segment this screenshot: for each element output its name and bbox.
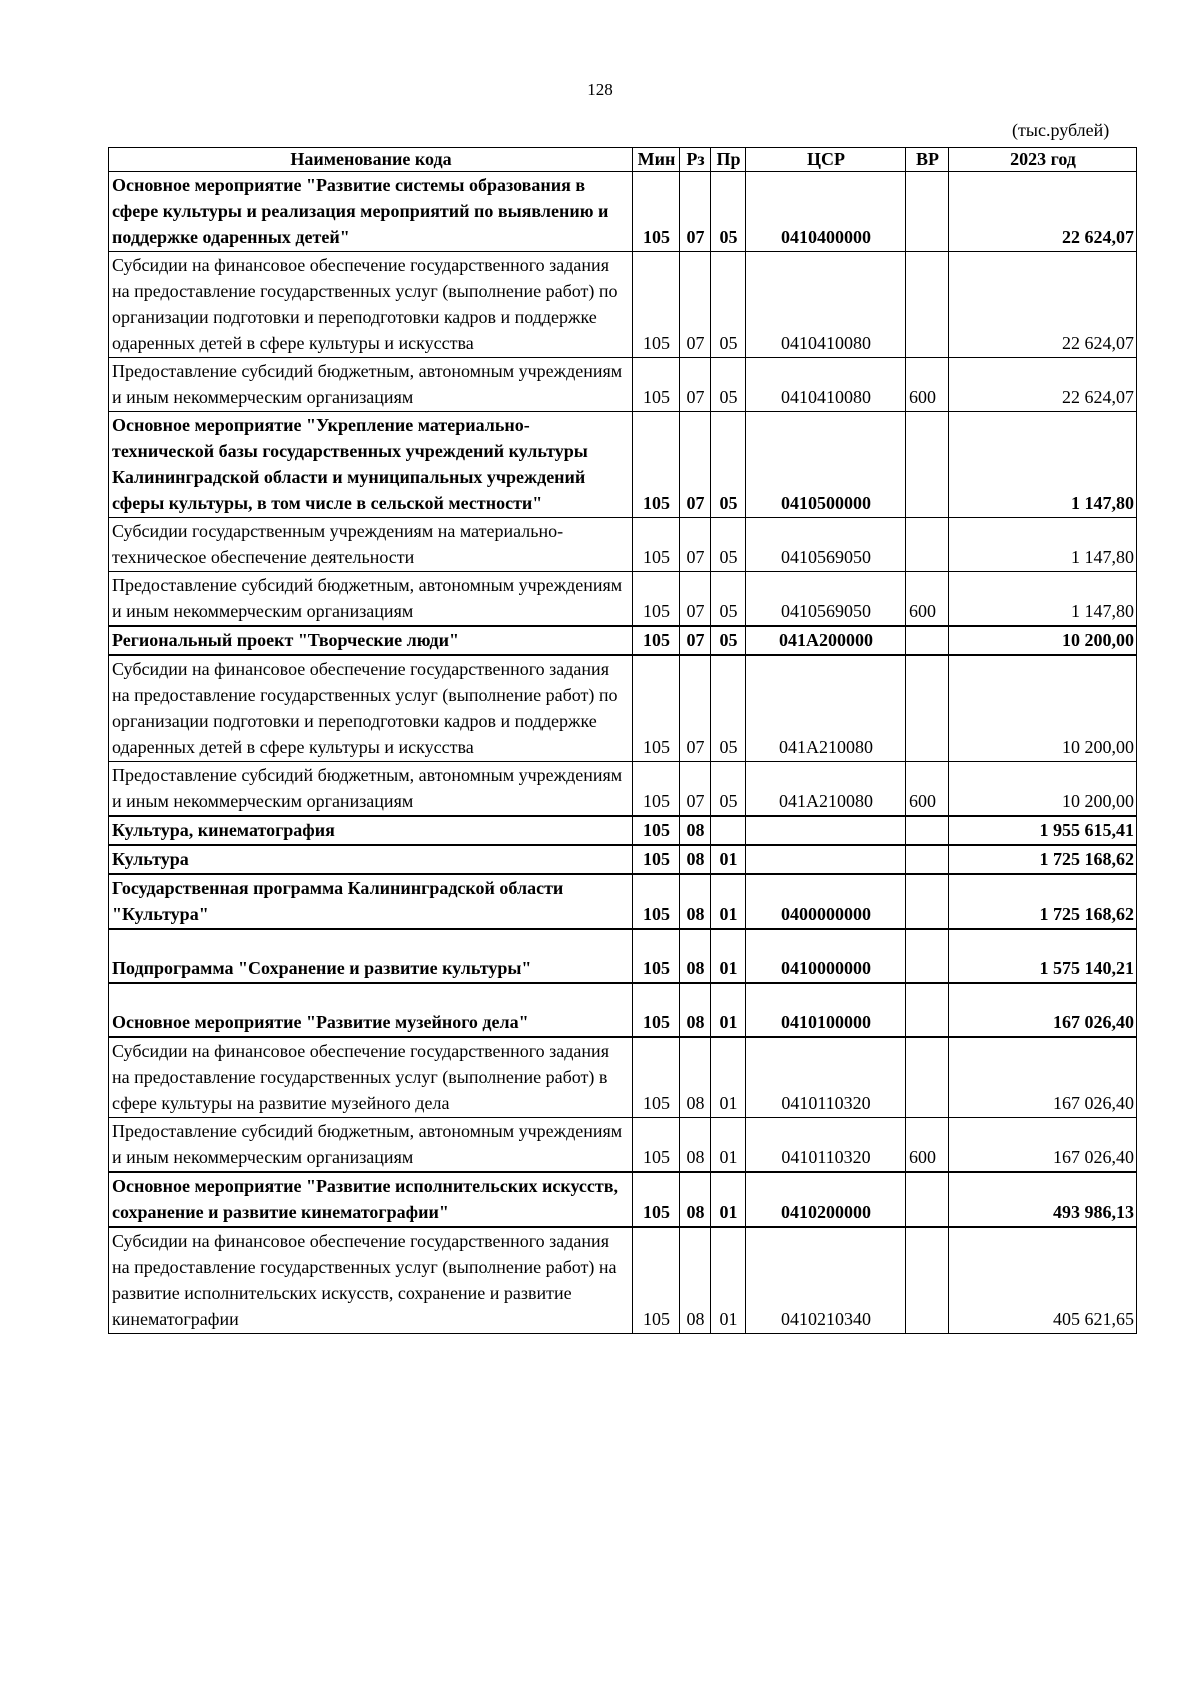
row-min: 105 (633, 929, 680, 983)
table-row (109, 845, 1137, 874)
row-rz: 07 (680, 172, 711, 252)
row-vr (906, 874, 949, 929)
row-csr: 0410569050 (746, 518, 906, 572)
row-vr (906, 412, 949, 518)
row-pr: 05 (711, 572, 746, 627)
row-pr: 01 (711, 1037, 746, 1118)
row-rz: 08 (680, 1037, 711, 1118)
row-csr: 041A210080 (746, 762, 906, 817)
row-csr: 041A200000 (746, 626, 906, 655)
row-value: 1 725 168,62 (949, 874, 1137, 929)
row-min: 105 (633, 983, 680, 1037)
row-rz: 08 (680, 1172, 711, 1227)
row-rz: 07 (680, 655, 711, 762)
table-row (109, 172, 1137, 252)
row-value: 493 986,13 (949, 1172, 1137, 1227)
table-row (109, 412, 1137, 518)
row-min: 105 (633, 655, 680, 762)
row-pr: 01 (711, 983, 746, 1037)
header-rz: Рз (680, 148, 711, 172)
row-csr: 0410400000 (746, 172, 906, 252)
row-value: 10 200,00 (949, 655, 1137, 762)
row-name: Субсидии на финансовое обеспечение государственного задания на предоставление государственных услуг (выполнение работ) на развитие исполнительских искусств, сохранение и развитие кинематографии (109, 1227, 633, 1334)
row-name: Предоставление субсидий бюджетным, автономным учреждениям и иным некоммерческим организациям (109, 358, 633, 412)
row-value: 22 624,07 (949, 172, 1137, 252)
row-vr (906, 626, 949, 655)
row-vr (906, 1172, 949, 1227)
row-value: 1 147,80 (949, 412, 1137, 518)
row-vr: 600 (906, 762, 949, 817)
row-vr (906, 983, 949, 1037)
row-pr: 05 (711, 626, 746, 655)
row-pr: 01 (711, 1227, 746, 1334)
row-min: 105 (633, 572, 680, 627)
row-rz: 07 (680, 762, 711, 817)
row-rz: 07 (680, 518, 711, 572)
row-vr (906, 1037, 949, 1118)
row-pr: 05 (711, 655, 746, 762)
row-name: Культура (109, 845, 633, 874)
header-year: 2023 год (949, 148, 1137, 172)
row-vr (906, 1227, 949, 1334)
table-row (109, 929, 1137, 983)
row-pr: 01 (711, 874, 746, 929)
row-name: Предоставление субсидий бюджетным, автономным учреждениям и иным некоммерческим организациям (109, 762, 633, 817)
header-vr: ВР (906, 148, 949, 172)
row-name: Основное мероприятие "Укрепление материально-технической базы государственных учреждений культуры Калининградской области и муниципальных учреждений сферы культуры, в том числе в сельской местности" (109, 412, 633, 518)
table-row (109, 518, 1137, 572)
row-csr: 0410000000 (746, 929, 906, 983)
row-vr: 600 (906, 358, 949, 412)
table-header (109, 148, 1137, 172)
row-name: Предоставление субсидий бюджетным, автономным учреждениям и иным некоммерческим организациям (109, 1118, 633, 1173)
row-min: 105 (633, 412, 680, 518)
row-pr: 01 (711, 1118, 746, 1173)
row-name: Субсидии на финансовое обеспечение государственного задания на предоставление государственных услуг (выполнение работ) в сфере культуры на развитие музейного дела (109, 1037, 633, 1118)
row-name: Подпрограмма "Сохранение и развитие культуры" (109, 929, 633, 983)
row-min: 105 (633, 1227, 680, 1334)
row-vr: 600 (906, 572, 949, 627)
row-pr: 05 (711, 518, 746, 572)
row-min: 105 (633, 626, 680, 655)
row-min: 105 (633, 1172, 680, 1227)
table-row (109, 983, 1137, 1037)
row-csr: 0410200000 (746, 1172, 906, 1227)
row-rz: 07 (680, 572, 711, 627)
row-name: Основное мероприятие "Развитие исполнительских искусств, сохранение и развитие кинематографии" (109, 1172, 633, 1227)
row-pr: 05 (711, 762, 746, 817)
row-min: 105 (633, 845, 680, 874)
row-pr: 05 (711, 412, 746, 518)
row-vr (906, 845, 949, 874)
row-name: Региональный проект "Творческие люди" (109, 626, 633, 655)
row-csr: 0410569050 (746, 572, 906, 627)
row-csr: 0410410080 (746, 358, 906, 412)
units-label: (тыс.рублей) (1012, 120, 1110, 140)
row-vr (906, 655, 949, 762)
row-min: 105 (633, 1037, 680, 1118)
row-min: 105 (633, 518, 680, 572)
row-rz: 08 (680, 845, 711, 874)
table-row (109, 1227, 1137, 1334)
row-name: Субсидии государственным учреждениям на материально-техническое обеспечение деятельности (109, 518, 633, 572)
row-pr: 01 (711, 845, 746, 874)
row-min: 105 (633, 874, 680, 929)
row-value: 1 575 140,21 (949, 929, 1137, 983)
row-vr (906, 252, 949, 358)
header-min: Мин (633, 148, 680, 172)
row-name: Предоставление субсидий бюджетным, автономным учреждениям и иным некоммерческим организациям (109, 572, 633, 627)
table-row (109, 762, 1137, 817)
table-row (109, 1037, 1137, 1118)
row-value: 167 026,40 (949, 1037, 1137, 1118)
row-rz: 08 (680, 816, 711, 845)
row-csr: 041A210080 (746, 655, 906, 762)
row-csr: 0410100000 (746, 983, 906, 1037)
row-min: 105 (633, 762, 680, 817)
row-vr (906, 172, 949, 252)
row-min: 105 (633, 1118, 680, 1173)
row-name: Государственная программа Калининградской области "Культура" (109, 874, 633, 929)
row-csr: 0410410080 (746, 252, 906, 358)
table-row (109, 874, 1137, 929)
row-csr (746, 816, 906, 845)
row-value: 1 725 168,62 (949, 845, 1137, 874)
row-rz: 07 (680, 626, 711, 655)
row-value: 1 147,80 (949, 572, 1137, 627)
page-number: 128 (587, 80, 613, 99)
row-min: 105 (633, 252, 680, 358)
row-rz: 08 (680, 1118, 711, 1173)
row-pr: 05 (711, 172, 746, 252)
row-value: 405 621,65 (949, 1227, 1137, 1334)
row-value: 1 147,80 (949, 518, 1137, 572)
table-row (109, 626, 1137, 655)
row-name: Основное мероприятие "Развитие музейного дела" (109, 983, 633, 1037)
row-vr (906, 929, 949, 983)
row-pr: 05 (711, 252, 746, 358)
row-csr: 0410110320 (746, 1118, 906, 1173)
row-rz: 08 (680, 983, 711, 1037)
row-pr: 01 (711, 1172, 746, 1227)
header-csr: ЦСР (746, 148, 906, 172)
row-name: Субсидии на финансовое обеспечение государственного задания на предоставление государственных услуг (выполнение работ) по организации подготовки и переподготовки кадров и поддержке одаренных детей в сфере культуры и искусства (109, 655, 633, 762)
row-rz: 08 (680, 929, 711, 983)
row-pr: 01 (711, 929, 746, 983)
budget-table (108, 147, 1137, 1334)
row-pr (711, 816, 746, 845)
table-row (109, 1172, 1137, 1227)
row-csr: 0410110320 (746, 1037, 906, 1118)
row-min: 105 (633, 358, 680, 412)
row-rz: 08 (680, 874, 711, 929)
row-value: 167 026,40 (949, 983, 1137, 1037)
row-name: Культура, кинематография (109, 816, 633, 845)
row-vr (906, 816, 949, 845)
header-pr: Пр (711, 148, 746, 172)
row-value: 10 200,00 (949, 626, 1137, 655)
row-name: Основное мероприятие "Развитие системы образования в сфере культуры и реализация мероприятий по выявлению и поддержке одаренных детей" (109, 172, 633, 252)
row-value: 22 624,07 (949, 358, 1137, 412)
row-rz: 07 (680, 358, 711, 412)
table-row (109, 1118, 1137, 1173)
table-row (109, 816, 1137, 845)
row-rz: 07 (680, 252, 711, 358)
row-min: 105 (633, 816, 680, 845)
row-csr: 0410500000 (746, 412, 906, 518)
row-value: 1 955 615,41 (949, 816, 1137, 845)
table-row (109, 358, 1137, 412)
table-row (109, 655, 1137, 762)
row-min: 105 (633, 172, 680, 252)
row-rz: 07 (680, 412, 711, 518)
table-row (109, 252, 1137, 358)
row-value: 22 624,07 (949, 252, 1137, 358)
row-csr (746, 845, 906, 874)
row-csr: 0400000000 (746, 874, 906, 929)
header-name: Наименование кода (109, 148, 633, 172)
row-name: Субсидии на финансовое обеспечение государственного задания на предоставление государственных услуг (выполнение работ) по организации подготовки и переподготовки кадров и поддержке одаренных детей в сфере культуры и искусства (109, 252, 633, 358)
row-value: 167 026,40 (949, 1118, 1137, 1173)
row-vr: 600 (906, 1118, 949, 1173)
row-value: 10 200,00 (949, 762, 1137, 817)
row-rz: 08 (680, 1227, 711, 1334)
row-vr (906, 518, 949, 572)
table-row (109, 572, 1137, 627)
row-csr: 0410210340 (746, 1227, 906, 1334)
row-pr: 05 (711, 358, 746, 412)
